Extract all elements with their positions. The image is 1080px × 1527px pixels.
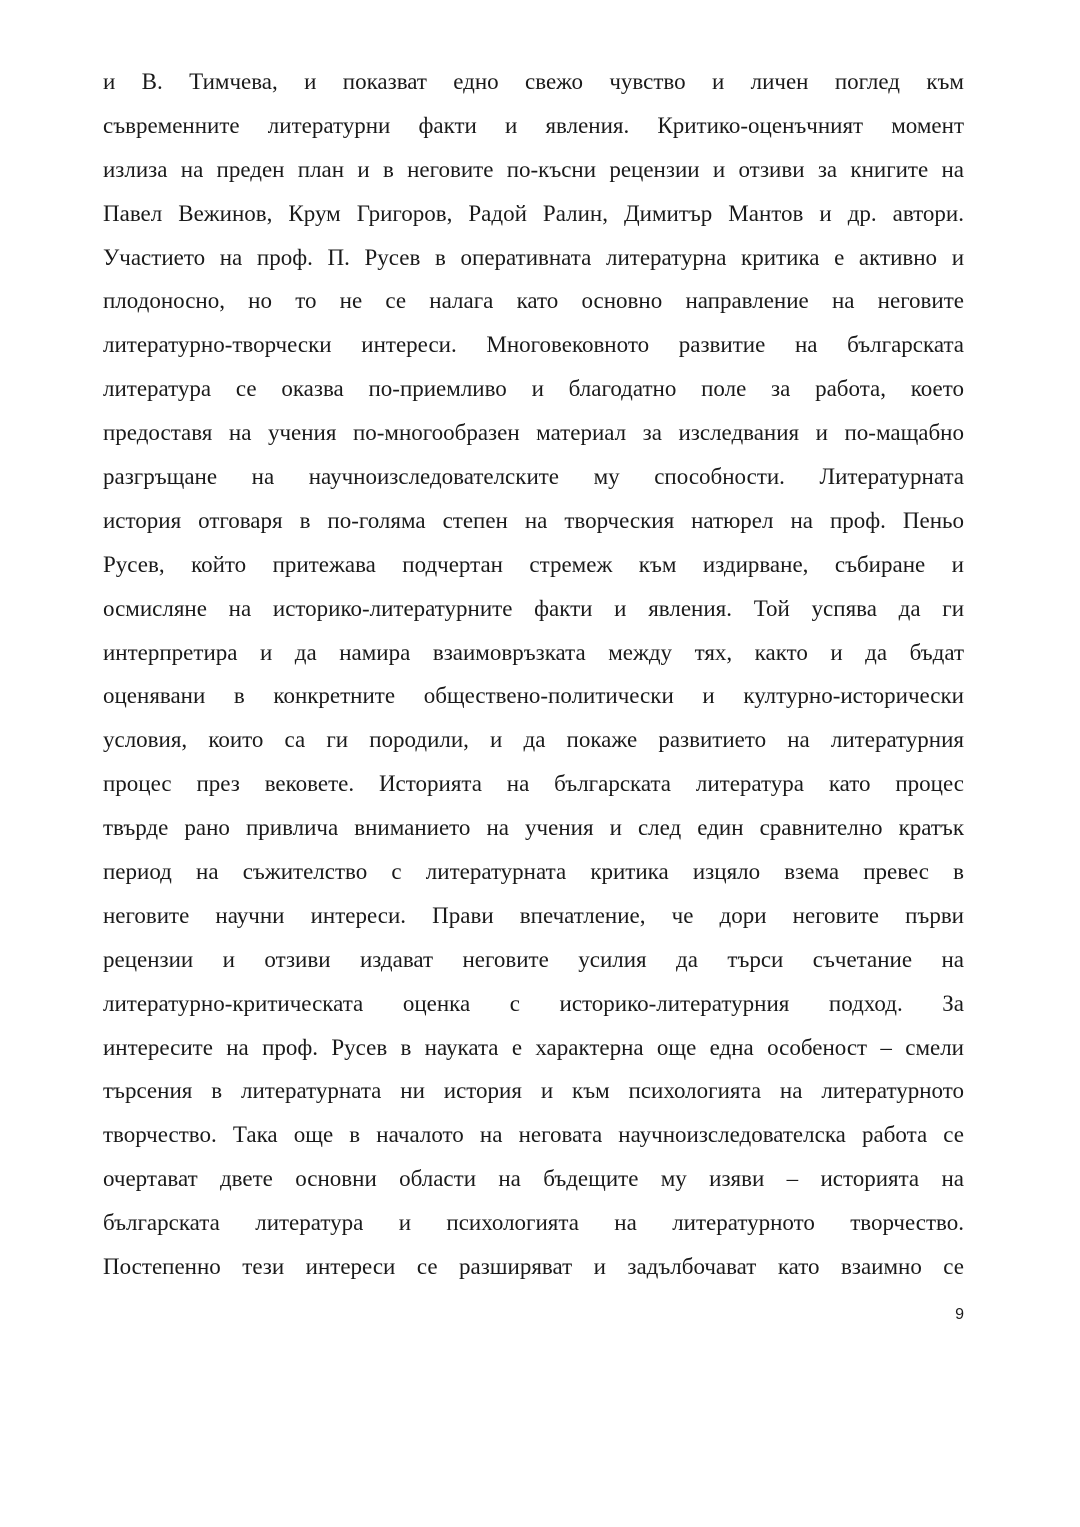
text-line: литературно-творчески интереси. Многовековното развитие на българската [103, 332, 964, 358]
text-line: условия, които са ги породили, и да покаже развитието на литературния [103, 727, 964, 753]
text-line: история отговаря в по-голяма степен на творческия натюрел на проф. Пеньо [103, 507, 964, 533]
text-line: съвременните литературни факти и явления. Критико-оценъчният момент [103, 112, 964, 138]
text-line: твърде рано привлича вниманието на учения и след един сравнително кратък [103, 815, 964, 841]
text-line: разгръщане на научноизследователските му способности. Литературната [103, 464, 964, 490]
text-line: неговите научни интереси. Прави впечатление, че дори неговите първи [103, 902, 964, 928]
text-line: интерпретира и да намира взаимовръзката между тях, както и да бъдат [103, 639, 964, 665]
text-line: процес през вековете. Историята на българската литература като процес [103, 771, 964, 797]
text-line: Русев, който притежава подчертан стремеж към издирване, събиране и [103, 551, 964, 577]
text-line: излиза на преден план и в неговите по-късни рецензии и отзиви за книгите на [103, 156, 964, 182]
text-line: очертават двете основни области на бъдещите му изяви – историята на [103, 1166, 964, 1192]
text-line: Павел Вежинов, Крум Григоров, Радой Ралин, Димитър Мантов и др. автори. [103, 200, 964, 226]
text-line: литературно-критическата оценка с историко-литературния подход. За [103, 990, 964, 1016]
text-line: литература се оказва по-приемливо и благодатно поле за работа, което [103, 376, 964, 402]
text-line: творчество. Така още в началото на неговата научноизследователска работа се [103, 1122, 964, 1148]
text-line: осмисляне на историко-литературните факти и явления. Той успява да ги [103, 595, 964, 621]
text-line: и В. Тимчева, и показват едно свежо чувство и личен поглед към [103, 69, 964, 94]
body-paragraph [103, 64, 964, 1293]
text-line: търсения в литературната ни история и към психологията на литературното [103, 1078, 964, 1104]
text-line: оценявани в конкретните обществено-политически и културно-исторически [103, 683, 964, 709]
text-line: интересите на проф. Русев в науката е характерна още една особеност – смели [103, 1034, 964, 1060]
text-line: Участието на проф. П. Русев в оперативната литературна критика е активно и [103, 244, 964, 270]
page-number: 9 [955, 1306, 964, 1323]
text-line: рецензии и отзиви издават неговите усилия да търси съчетание на [103, 946, 964, 972]
text-line: предоставя на учения по-многообразен материал за изследвания и по-мащабно [103, 420, 964, 446]
text-line: българската литература и психологията на литературното творчество. [103, 1210, 964, 1236]
text-line: период на съжителство с литературната критика изцяло взема превес в [103, 859, 964, 885]
text-line: Постепенно тези интереси се разширяват и задълбочават като взаимно се [103, 1254, 964, 1280]
text-line: плодоносно, но то не се налага като основно направление на неговите [103, 288, 964, 314]
